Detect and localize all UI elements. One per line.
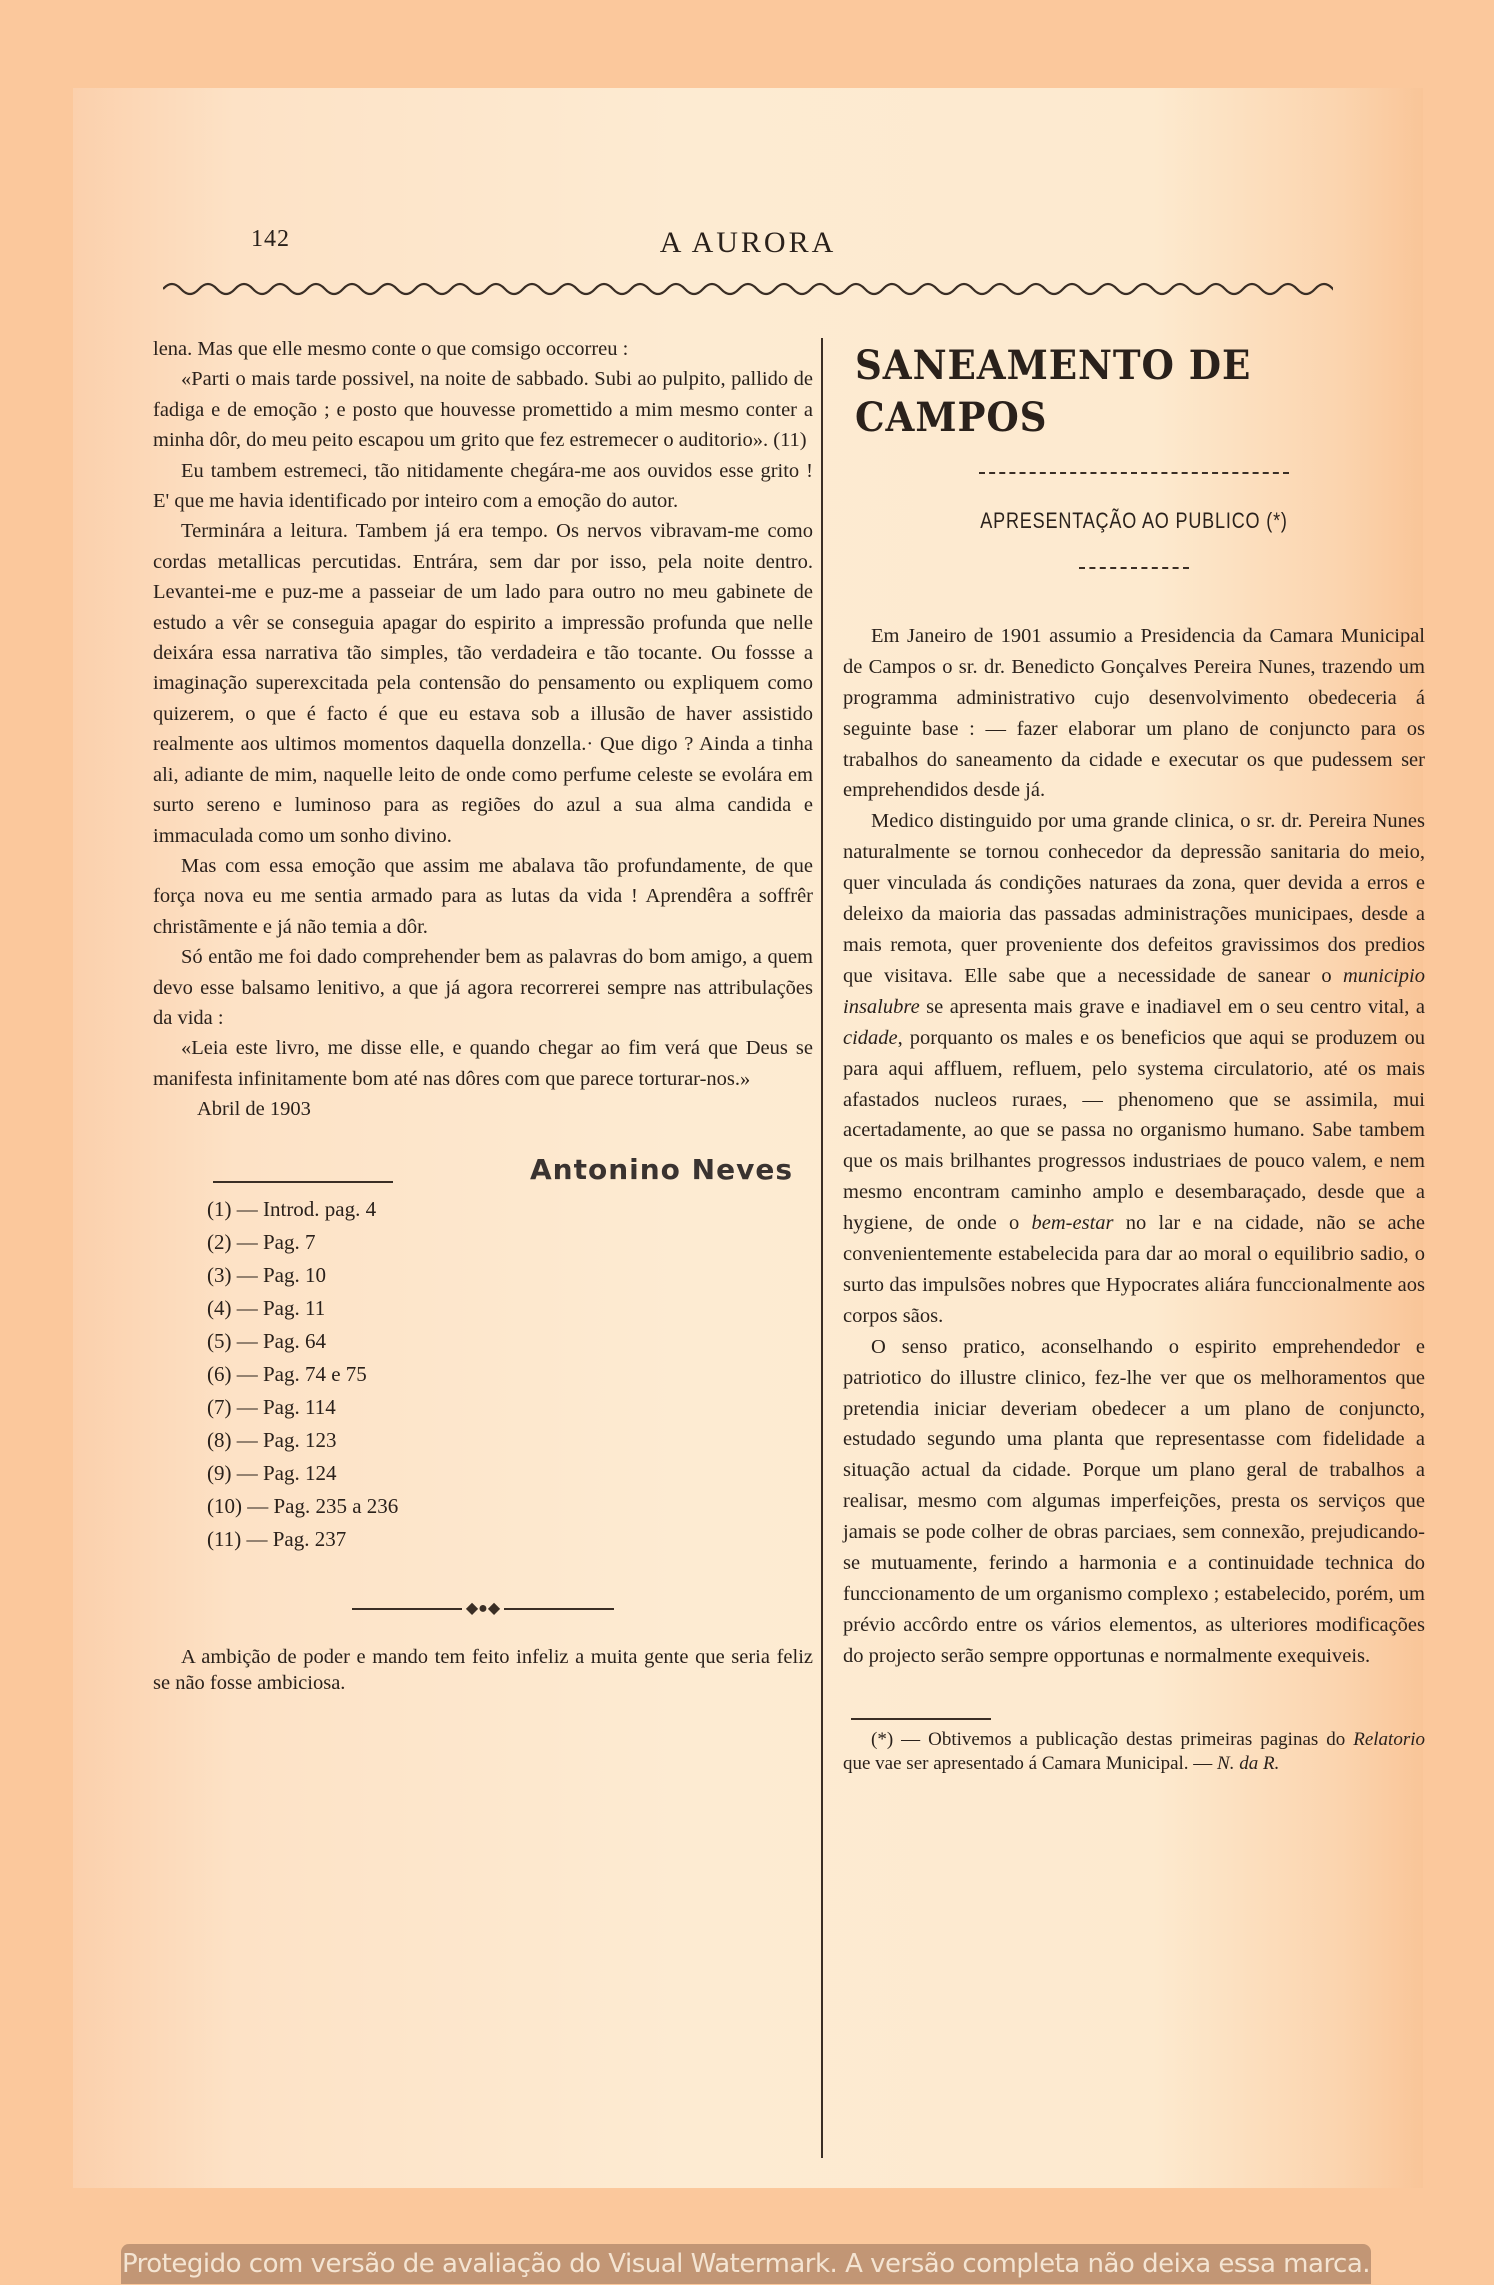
ornament-line: [504, 1608, 614, 1610]
paragraph: Terminára a leitura. Tambem já era tempo. Os nervos vibravam-me como cordas metallicas percutidas. Entrára, sem dar por isso, pela noite dentro. Levantei-me e puz-me a passeiar de um lado para outro no meu gabinete de estudo a vêr se conseguia apagar do espirito a impressão profunda que nelle deixára essa narrativa tão simples, tão verdadeira e tão tocante. Ou fossse a imaginação superexcitada pela contensão do pensamento ou expliquem como quizerem, o que é facto é que eu estava sob a illusão de haver assistido realmente aos ultimos momentos daquella donzella.· Que digo ? Ainda a tinha ali, adiante de mim, naquelle leito de onde como perfume celeste se evolára em surto sereno e luminoso para as regiões do azul a sua alma candida e immaculada como um sonho divino.: [153, 520, 813, 847]
wave-rule-ornament: [163, 278, 1333, 300]
scanned-page: [73, 88, 1423, 2188]
endnote-item: (2) — Pag. 7: [207, 1229, 316, 1254]
article-title: SANEAMENTO DE CAMPOS: [855, 342, 1252, 441]
watermark-banner: Protegido com versão de avaliação do Visual Watermark. A versão completa não deixa essa marca.: [121, 2244, 1371, 2284]
journal-title: A AURORA: [659, 226, 837, 259]
endnote-item: (7) — Pag. 114: [207, 1394, 336, 1419]
text-run: que vae ser apresentado á Camara Municipal. —: [843, 1752, 1218, 1774]
text-run: Em Janeiro de 1901 assumio a Presidencia da Camara Municipal de Campos o sr. dr. Benedicto Gonçalves Pereira Nunes, trazendo um programma administrativo cujo desenvolvimento obedeceria á seguinte base : — fazer elaborar um plano de conjuncto para os trabalhos do saneamento da cidade e executar os que pudessem ser emprehendidos desde já.: [843, 624, 1425, 802]
endnote-item: (8) — Pag. 123: [207, 1427, 337, 1452]
page-number: 142: [251, 226, 290, 252]
footnote: [843, 1728, 1425, 1776]
article-subtitle: APRESENTAÇÃO AO PUBLICO (*): [980, 508, 1288, 533]
epigram: A ambição de poder e mando tem feito infeliz a muita gente que seria feliz se não fosse ambiciosa.: [153, 1646, 813, 1695]
text-run: O senso pratico, aconselhando o espirito emprehendedor e patriotico do illustre clinico, fez-lhe ver que os melhoramentos que pretendia iniciar deveriam obedecer a um plano de conjuncto, estudado segundo uma planta que representasse com fidelidade a situação actual da cidade. Porque um plano geral de trabalhos a realisar, mesmo com algumas imperfeições, presta os serviços que jamais se pode colher de obras parciaes, sem connexão, prejudicando-se mutuamente, ferindo a harmonia e a continuidade technica do funccionamento de um organismo complexo ; estabelecido, porém, um prévio accôrdo entre os vários elementos, as ulteriores modificações do projecto serão sempre opportunas e normalmente exequiveis.: [843, 1335, 1425, 1667]
italic-text: bem-estar: [1031, 1212, 1114, 1235]
endnote-item: (11) — Pag. 237: [207, 1526, 347, 1551]
footnote-divider: [851, 1718, 991, 1720]
endnote-item: (1) — Introd. pag. 4: [207, 1196, 377, 1221]
paragraph: «Parti o mais tarde possivel, na noite de sabbado. Subi ao pulpito, pallido de fadiga e de emoção ; e posto que houvesse promettido a mim mesmo conter a minha dôr, do meu peito escapou um grito que fez estremecer o auditorio». (11): [153, 368, 813, 452]
text-run: (*) — Obtivemos a publicação destas primeiras paginas do: [871, 1728, 1354, 1750]
author-signature: Antonino Neves: [529, 1152, 793, 1186]
paragraph: [843, 806, 1425, 1331]
running-head: [73, 226, 1423, 266]
endnote-item: (6) — Pag. 74 e 75: [207, 1361, 367, 1386]
italic-text: cidade: [843, 1026, 898, 1049]
title-dashed-rule: [979, 472, 1289, 474]
paragraph: Mas com essa emoção que assim me abalava tão profundamente, de que força nova eu me sentia armado para as lutas da vida ! Aprendêra a soffrêr christãmente e já não temia a dôr.: [153, 854, 813, 938]
italic-text: N. da R.: [1217, 1752, 1280, 1774]
text-run: no lar e na cidade, não se ache convenientemente estabelecida para dar ao moral o equilibrio sadio, o surto das impulsões nobres que Hypocrates aliára funccionalmente aos corpos sãos.: [843, 1212, 1425, 1327]
text-run: , porquanto os males e os beneficios que aqui se produzem ou para aqui affluem, refluem, pelo systema circulatorio, até os mais afastados nucleos ruraes, — phenomeno que se assimila, mui acertadamente, ao que se passa no organismo humano. Sabe tambem que os mais brilhantes progressos industriaes de pouco valem, e nem mesmo encontram caminho amplo e desembaraçado, desde que a hygiene, de onde o: [843, 1026, 1425, 1235]
endnote-item: (3) — Pag. 10: [207, 1262, 326, 1287]
italic-text: Relatorio: [1353, 1728, 1425, 1750]
paragraph: Eu tambem estremeci, tão nitidamente chegára-me aos ouvidos esse grito ! E' que me havia identificado por inteiro com a emoção do autor.: [153, 459, 813, 513]
endnote-item: (4) — Pag. 11: [207, 1295, 326, 1320]
paragraph: lena. Mas que elle mesmo conte o que comsigo occorreu :: [153, 338, 629, 360]
text-run: se apresenta mais grave e inadiavel em o seu centro vital, a: [919, 995, 1425, 1018]
ornament-glyph: ◆●◆: [465, 1599, 501, 1617]
endnote-item: (9) — Pag. 124: [207, 1460, 337, 1485]
paragraph: [843, 1332, 1425, 1672]
text-run: Medico distinguido por uma grande clinica, o sr. dr. Pereira Nunes naturalmente se tornou conhecedor da depressão sanitaria do meio, quer vinculada ás condições naturaes da zona, quer devida a erros e deleixo da maioria das passadas administrações municipaes, desde a mais remota, quer proveniente dos defeitos gravissimos dos predios que visitava. Elle sabe que a necessidade de sanear o: [843, 810, 1425, 987]
ornament-line: [352, 1608, 462, 1610]
endnote-item: (5) — Pag. 64: [207, 1328, 326, 1353]
italic-text: municipio insalubre: [843, 964, 1425, 1018]
paragraph: [843, 621, 1425, 806]
column-divider: [821, 338, 823, 2158]
left-column: [153, 334, 813, 1696]
paragraph: «Leia este livro, me disse elle, e quando chegar ao fim verá que Deus se manifesta infinitamente bom até nas dôres com que parece torturar-nos.»: [153, 1037, 813, 1090]
paragraph: Só então me foi dado comprehender bem as palavras do bom amigo, a quem devo esse balsamo lenitivo, a que já agora recorrerei sempre nas attribulações da vida :: [153, 946, 813, 1029]
date-line: Abril de 1903: [197, 1098, 311, 1121]
article-body: [843, 621, 1425, 1672]
endnotes-list: [207, 1193, 813, 1556]
notes-divider: [213, 1181, 393, 1183]
section-ornament: [153, 1594, 813, 1624]
right-column: [843, 334, 1425, 1776]
endnote-item: (10) — Pag. 235 a 236: [207, 1493, 399, 1518]
